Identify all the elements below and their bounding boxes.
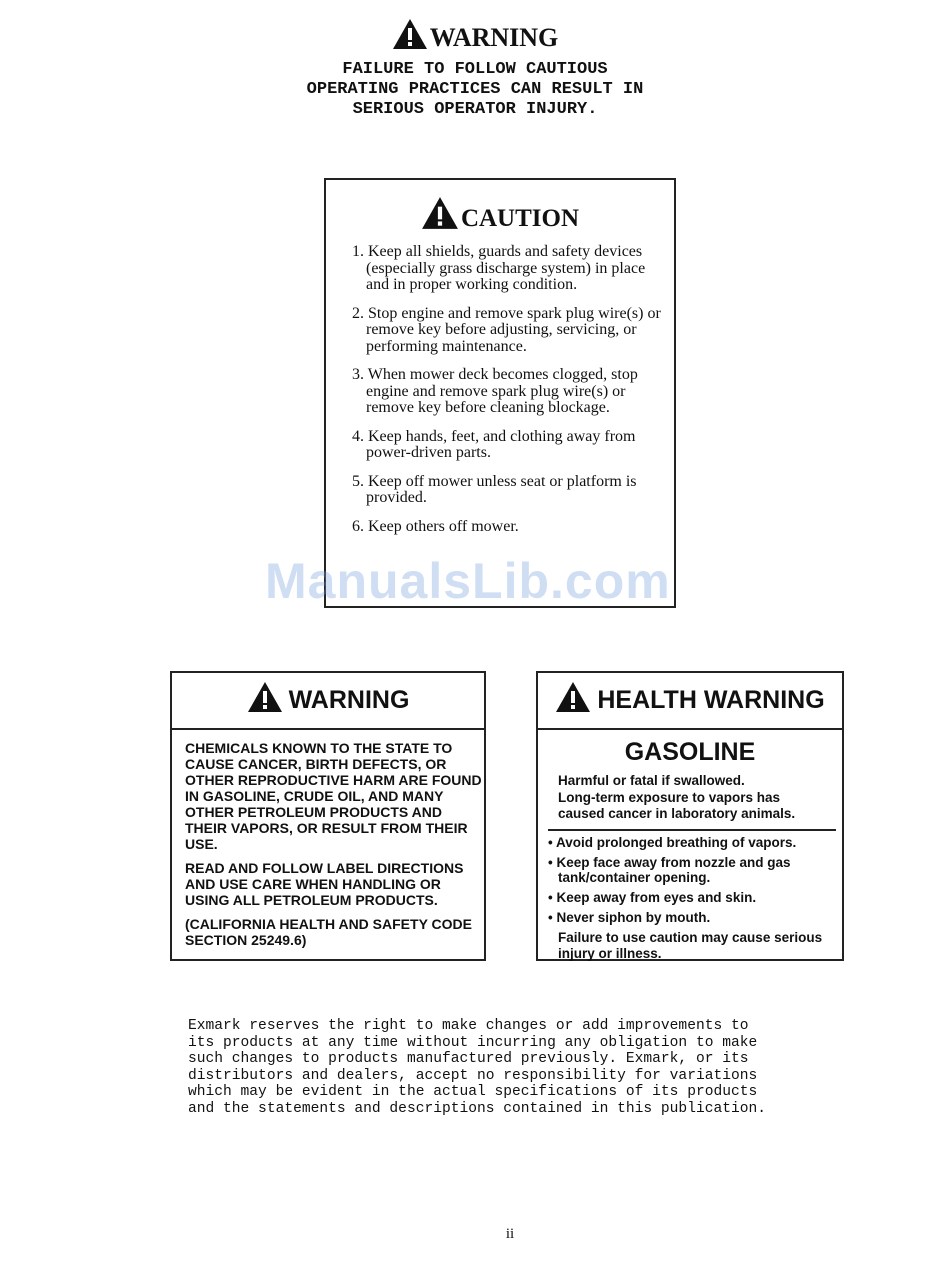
warning-triangle-icon: [421, 196, 459, 237]
caution-list: [352, 244, 667, 547]
disclaimer-text: Exmark reserves the right to make changes or add improvements to its products at any time without incurring any obligation to make such changes to products manufactured previously. Exmark, or its distributors and dealers, accept no responsibility for variations which may be evident in the actual specifications of its products and the statements and descriptions contained in this publication.: [188, 1018, 767, 1117]
list-item: 4. Keep hands, feet, and clothing away from power-driven parts.: [352, 427, 636, 461]
watermark: ManualsLib.com: [265, 553, 671, 609]
list-item: 5. Keep off mower unless seat or platform is provided.: [352, 472, 637, 506]
top-warning-message: FAILURE TO FOLLOW CAUTIOUS OPERATING PRACTICES CAN RESULT IN SERIOUS OPERATOR INJURY.: [306, 60, 644, 119]
top-warning-title-row: [0, 18, 950, 57]
list-item: • Keep face away from nozzle and gas tank/container opening.: [548, 854, 791, 885]
chemical-warning-paragraph: (CALIFORNIA HEALTH AND SAFETY CODE SECTION 25249.6): [185, 916, 472, 948]
chemical-warning-header: [172, 673, 484, 730]
list-item: 2. Stop engine and remove spark plug wire(s) or remove key before adjusting, servicing, or performing maintenance.: [352, 304, 661, 355]
list-item: 3. When mower deck becomes clogged, stop engine and remove spark plug wire(s) or remove key before cleaning blockage.: [352, 366, 638, 416]
page-number: ii: [505, 1226, 515, 1242]
chemical-warning-title: WARNING: [288, 686, 410, 714]
caution-title: CAUTION: [460, 205, 580, 232]
chemical-warning-paragraph: CHEMICALS KNOWN TO THE STATE TO CAUSE CANCER, BIRTH DEFECTS, OR OTHER REPRODUCTIVE HARM ARE FOUND IN GASOLINE, CRUDE OIL, AND MANY OTHER PETROLEUM PRODUCTS AND THEIR VAPORS, OR RESULT FROM THEIR USE.: [185, 740, 482, 852]
gasoline-heading: GASOLINE: [624, 738, 756, 766]
list-item: • Avoid prolonged breathing of vapors.: [548, 834, 797, 850]
health-warning-decal: [536, 671, 844, 961]
warning-triangle-icon: [555, 681, 591, 720]
health-warning-header: [538, 673, 842, 730]
list-item: 1. Keep all shields, guards and safety devices (especially grass discharge system) in place and in proper working condition.: [352, 243, 646, 293]
list-item: • Never siphon by mouth.: [548, 909, 711, 925]
warning-triangle-icon: [392, 18, 428, 57]
chemical-warning-paragraph: READ AND FOLLOW LABEL DIRECTIONS AND USE CARE WHEN HANDLING OR USING ALL PETROLEUM PRODUCTS.: [185, 860, 464, 908]
gasoline-intro: Harmful or fatal if swallowed. Long-term exposure to vapors has caused cancer in laboratory animals.: [558, 773, 796, 821]
caution-title-row: [326, 196, 674, 237]
gasoline-bullet-list: [538, 835, 842, 925]
caution-decal: [324, 178, 676, 608]
list-item: 6. Keep others off mower.: [352, 517, 519, 535]
chemical-warning-body: [172, 730, 484, 948]
list-item: • Keep away from eyes and skin.: [548, 889, 757, 905]
warning-triangle-icon: [247, 681, 283, 720]
health-warning-title: HEALTH WARNING: [597, 686, 825, 714]
chemical-warning-decal: [170, 671, 486, 961]
divider: [548, 829, 836, 831]
gasoline-footer: Failure to use caution may cause serious injury or illness.: [558, 929, 823, 961]
top-warning-title: WARNING: [429, 23, 559, 52]
